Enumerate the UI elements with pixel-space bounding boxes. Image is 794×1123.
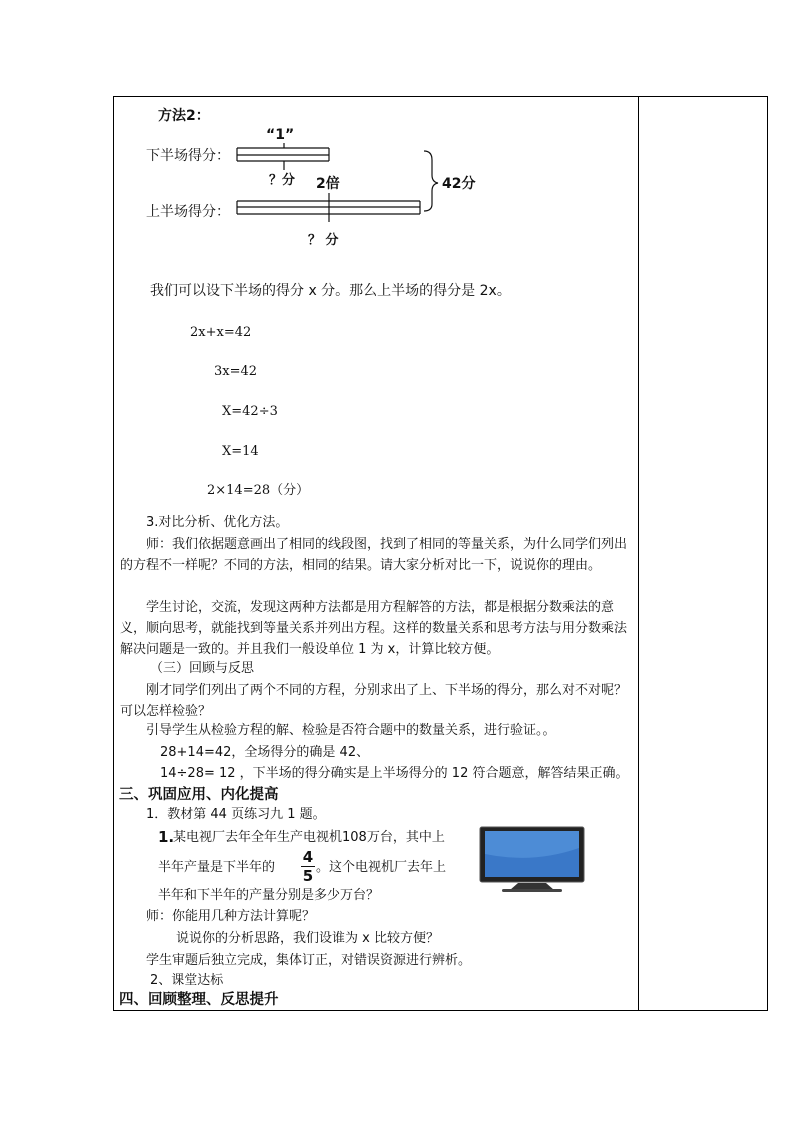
total-label: 42分 [442, 176, 476, 192]
method2-title: 方法2： [158, 108, 210, 124]
problem-line-2b: 。这个电视机厂去年上 [316, 860, 447, 875]
fraction-numerator: 4 [302, 848, 314, 866]
problem-line-3: 半年和下半年的产量分别是多少万台？ [158, 888, 380, 903]
fraction-four-fifths [301, 849, 315, 884]
equation-3: X=42÷3 [222, 404, 278, 419]
practice-title: 2、课堂达标 [150, 973, 224, 988]
teacher-question-3: 说说你的分析思路，我们设谁为 x 比较方便？ [176, 931, 439, 946]
total-brace [424, 151, 438, 211]
problem-line-1: 某电视厂去年全年生产电视机108万台，其中上 [173, 830, 445, 845]
equation-4: X=14 [222, 444, 259, 459]
intro-text: 我们可以设下半场的得分 x 分。那么上半场的得分是 2x。 [150, 283, 511, 299]
equation-5: 2×14=28（分） [207, 483, 310, 498]
check-line-1: 28+14=42，全场得分的确是 42、 [160, 745, 370, 760]
unit-one-label: “1” [266, 127, 295, 143]
tv-icon [478, 826, 588, 894]
section4-title: 四、回顾整理、反思提升 [119, 992, 279, 1008]
segment-diagram [0, 0, 794, 260]
problem-line-2a: 半年产量是下半年的 [158, 860, 276, 875]
teacher-question-2: 师：你能用几种方法计算呢？ [146, 909, 316, 924]
fraction-denominator: 5 [302, 867, 314, 885]
teacher-question-1: 师：我们依据题意画出了相同的线段图，找到了相同的等量关系，为什么同学们列出的方程不一样呢？不同的方法，相同的结果。请大家分析对比一下，说说你的理由。 [120, 537, 628, 573]
guide-text: 引导学生从检验方程的解、检验是否符合题中的数量关系，进行验证。。 [146, 723, 556, 738]
upper-half-label: 上半场得分： [146, 204, 230, 220]
review-title: （三）回顾与反思 [150, 661, 255, 676]
student-work-text: 学生审题后独立完成，集体订正，对错误资源进行辨析。 [146, 953, 472, 968]
textbook-reference: 1．教材第 44 页练习九 1 题。 [146, 807, 326, 822]
lower-half-bar [237, 143, 329, 170]
upper-half-bar [237, 193, 420, 222]
equation-1: 2x+x=42 [190, 325, 252, 340]
section3-title: 三、巩固应用、内化提高 [119, 787, 279, 803]
student-discussion-1: 学生讨论，交流，发现这两种方法都是用方程解答的方法，都是根据分数乘法的意义，顺向思考，就能找到等量关系并列出方程。这样的数量关系和思考方法与用分数乘法解决问题是一致的。并且我们一般设单位 1 为 x，计算比较方便。 [120, 600, 628, 657]
equation-2: 3x=42 [214, 364, 258, 379]
review-text: 刚才同学们列出了两个不同的方程，分别求出了上、下半场的得分，那么对不对呢？可以怎样检验？ [120, 683, 628, 719]
times-label: 2倍 [316, 176, 340, 192]
problem-number: 1. [158, 828, 175, 846]
lower-question-label: ？分 [269, 173, 296, 188]
check-line-2: 14÷28= 12 ，下半场的得分确实是上半场得分的 12 符合题意，解答结果正确。 [160, 766, 629, 781]
step3-title: 3.对比分析、优化方法。 [146, 515, 289, 530]
lower-half-label: 下半场得分： [146, 148, 230, 164]
upper-question-label: ？ 分 [308, 233, 339, 248]
